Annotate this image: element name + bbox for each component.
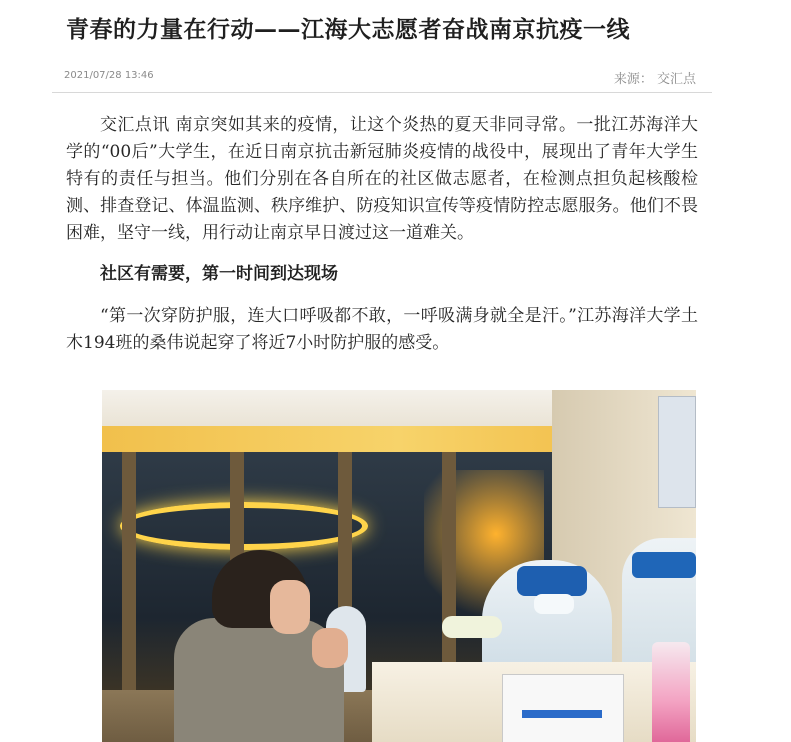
photo-face-shield-right bbox=[632, 552, 696, 578]
article-title: 青春的力量在行动——江海大志愿者奋战南京抗疫一线 bbox=[66, 16, 630, 43]
article-source: 来源： 交汇点 bbox=[613, 72, 696, 87]
photo-mask bbox=[534, 594, 574, 614]
photo-face-shield bbox=[517, 566, 587, 596]
photo-swab-box bbox=[502, 674, 624, 742]
photo-ceiling-ring-light bbox=[120, 502, 368, 550]
article-photo bbox=[102, 390, 696, 742]
photo-wall-poster bbox=[658, 396, 696, 508]
photo-woman-face bbox=[270, 580, 310, 634]
article bbox=[52, 0, 712, 357]
photo-sanitizer-bottle bbox=[652, 642, 690, 742]
photo-woman-hand bbox=[312, 628, 348, 668]
photo-glove bbox=[442, 616, 502, 638]
paragraph-intro: 交汇点讯 南京突如其来的疫情，让这个炎热的夏天非同寻常。一批江苏海洋大学的“00后”大学生，在近日南京抗击新冠肺炎疫情的战役中，展现出了青年大学生特有的责任与担当。他们分别在各自所在的社区做志愿者，在检测点担负起核酸检测、排查登记、体温监测、秩序维护、防疫知识宣传等疫情防控志愿服务。他们不畏困难，坚守一线，用行动让南京早日渡过这一道难关。 bbox=[66, 115, 698, 243]
article-body bbox=[52, 112, 712, 357]
paragraph-quote: “第一次穿防护服，连大口呼吸都不敢，一呼吸满身就全是汗。”江苏海洋大学土木194班的桑伟说起穿了将近7小时防护服的感受。 bbox=[66, 306, 698, 353]
section-subheading: 社区有需要，第一时间到达现场 bbox=[100, 264, 338, 284]
publish-date: 2021/07/28 13:46 bbox=[64, 70, 154, 81]
article-meta bbox=[52, 68, 712, 93]
photo-box-stripe bbox=[522, 710, 602, 718]
